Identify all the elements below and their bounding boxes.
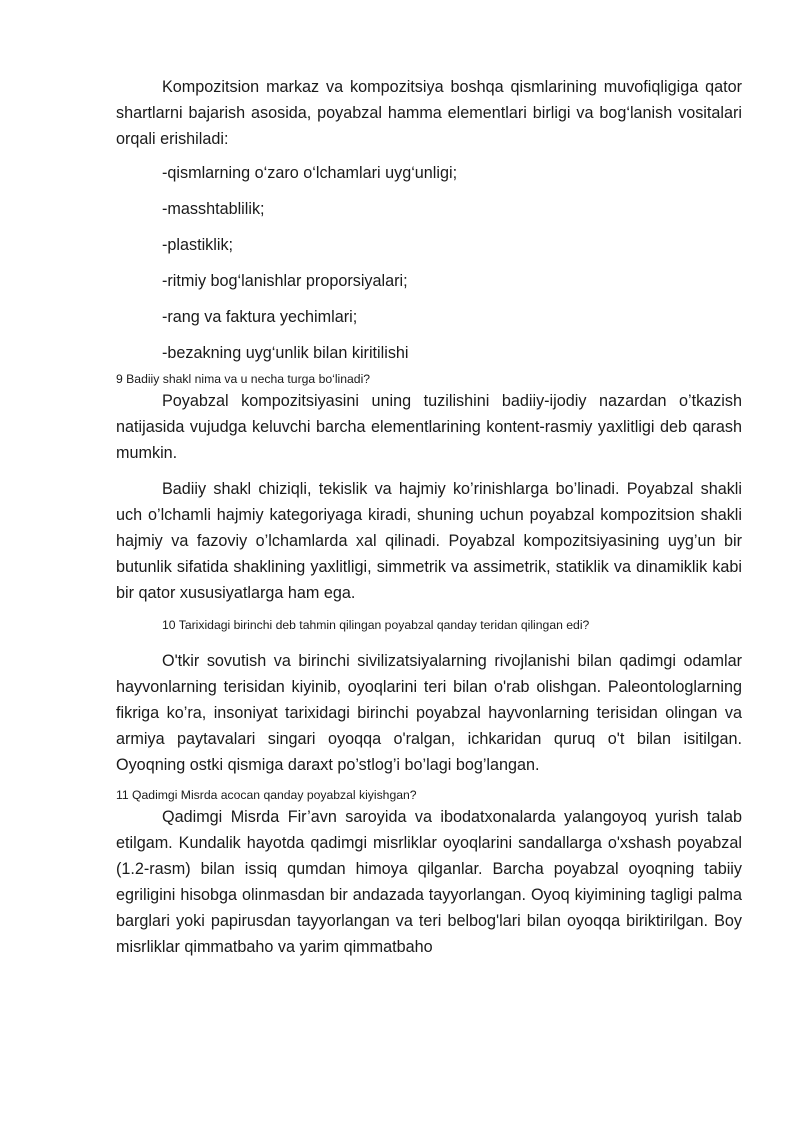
list-item: -masshtablilik; [162,200,265,218]
list-item: -bezakning uyg‘unlik bilan kiritilishi [162,344,409,362]
list-item: -ritmiy bog‘lanishlar proporsiyalari; [162,272,408,290]
list-item: -rang va faktura yechimlari; [162,308,358,326]
answer-10-paragraph: O'tkir sovutish va birinchi sivilizatsiyalarning rivojlanishi bilan qadimgi odamlar hayvonlarning terisidan kiyinib, oyoqlarini teri bilan o'rab olishgan. Paleontologlarning fikriga ko’ra, insoniyat tarixidagi birinchi poyabzal hayvonlarning terisidan olingan va armiya paytavalari singari oyoqqa o'ralgan, ichkaridan quruq o't bilan isitilgan. Oyoqning ostki qismiga daraxt po’stlog’i bo’lagi bog’langan. [116,652,742,774]
page-content [116,74,742,960]
question-11-heading: 11 Qadimgi Misrda acocan qanday poyabzal kiyishgan? [116,788,417,802]
question-9-heading: 9 Badiiy shakl nima va u necha turga bo‘linadi? [116,372,371,386]
answer-9-paragraph-2: Badiiy shakl chiziqli, tekislik va hajmiy ko’rinishlarga bo’linadi. Poyabzal shakli uch o’lchamli hajmiy kategoriyaga kiradi, shuning uchun poyabzal kompozitsion shakli hajmiy va fazoviy o’lchamlarda xal qilinadi. Poyabzal kompozitsiyasining uyg’un bir butunlik sifatida shaklining yaxlitligi, simmetrik va assimetrik, statiklik va dinamiklik kabi bir qator xususiyatlarga ham ega. [116,480,742,602]
answer-9-paragraph-1: Poyabzal kompozitsiyasini uning tuzilishini badiiy-ijodiy nazardan o’tkazish natijasida vujudga keluvchi barcha elementlarining kontent-rasmiy yaxlitligi deb qarash mumkin. [116,392,742,462]
intro-paragraph: Kompozitsion markaz va kompozitsiya boshqa qismlarining muvofiqligiga qator shartlarni bajarish asosida, poyabzal hamma elementlari birligi va bog‘lanish vositalari orqali erishiladi: [116,78,742,148]
answer-11-paragraph: Qadimgi Misrda Fir’avn saroyida va ibodatxonalarda yalangoyoq yurish talab etilgam. Kundalik hayotda qadimgi misrliklar oyoqlarini sandallarga o'xshash poyabzal (1.2-rasm) bilan issiq qumdan himoya qilganlar. Barcha poyabzal oyoqning tabiiy egriligini hisobga olinmasdan bir andazada tayyorlangan. Oyoq kiyimining tagligi palma barglari yoki papirusdan tayyorlangan va teri belbog'lari bilan oyoqqa biriktirilgan. Boy misrliklar qimmatbaho va yarim qimmatbaho [116,808,742,956]
list-item: -plastiklik; [162,236,234,254]
question-10-heading: 10 Tarixidagi birinchi deb tahmin qilingan poyabzal qanday teridan qilingan edi? [162,618,590,632]
list-item: -qismlarning o‘zaro o‘lchamlari uyg‘unligi; [162,164,458,182]
